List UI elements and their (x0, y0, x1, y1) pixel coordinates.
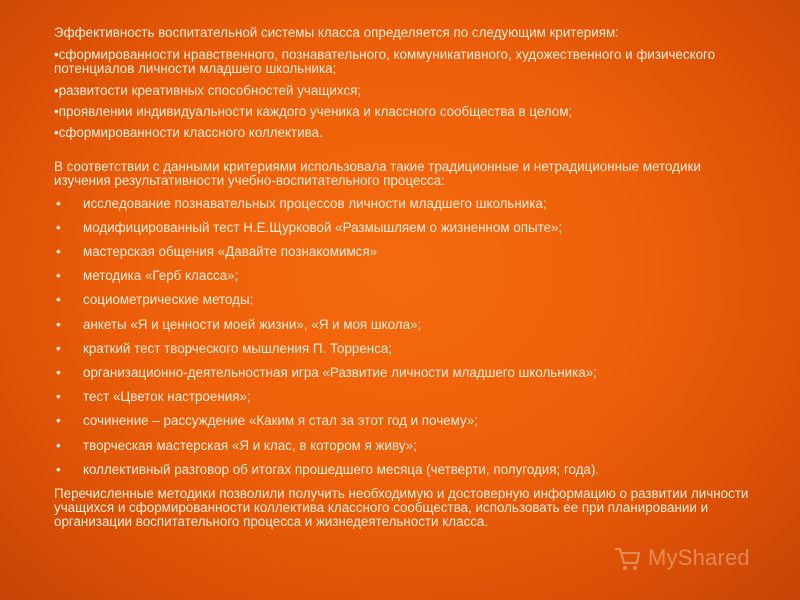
method-item: • краткий тест творческого мышления П. Торренса; (54, 342, 754, 356)
method-item: • организационно-деятельностная игра «Развитие личности младшего школьника»; (54, 366, 754, 380)
criteria-item: •сформированности нравственного, познавательного, коммуникативного, художественного и физического потенциалов личности младшего школьника; (54, 47, 716, 77)
method-item: • мастерская общения «Давайте познакомимся» (54, 245, 754, 259)
myshared-watermark (612, 541, 772, 575)
methods-list (54, 197, 754, 477)
methods-intro: В соответствии с данными критериями использовала такие традиционные и нетрадиционные методики изучения результативности учебно-воспитательного процесса: (54, 159, 701, 189)
method-item: • методика «Герб класса»; (54, 269, 754, 283)
method-item: • социометрические методы; (54, 293, 754, 307)
method-item: • тест «Цветок настроения»; (54, 390, 754, 404)
method-item: • анкеты «Я и ценности моей жизни», «Я и моя школа»; (54, 318, 754, 332)
conclusion-text: Перечисленные методики позволили получить необходимую и достоверную информацию о развитии личности учащихся и сформированности коллектива классного сообщества, использовать ее при планировании и организации воспитательного процесса и жизнедеятельности класса. (54, 486, 749, 530)
method-item: • модифицированный тест Н.Е.Щурковой «Размышляем о жизненном опыте»; (54, 221, 754, 235)
method-item: • коллективный разговор об итогах прошедшего месяца (четверти, полугодия; года). (54, 463, 754, 477)
criteria-list (54, 48, 754, 140)
criteria-item: •развитости креативных способностей учащихся; (54, 82, 362, 98)
watermark-text: MyShared (648, 545, 750, 570)
intro-text: Эффективность воспитательной системы класса определяется по следующим критериям: (54, 25, 619, 40)
method-item: • исследование познавательных процессов личности младшего школьника; (54, 197, 754, 211)
method-item: • творческая мастерская «Я и клас, в котором я живу»; (54, 439, 754, 453)
slide-content (54, 26, 754, 530)
method-item: • сочинение – рассуждение «Каким я стал за этот год и почему»; (54, 414, 754, 428)
shopping-cart-icon (612, 543, 642, 573)
criteria-item: •сформированности классного коллектива. (54, 125, 323, 141)
criteria-item: •проявлении индивидуальности каждого ученика и классного сообщества в целом; (54, 103, 573, 119)
